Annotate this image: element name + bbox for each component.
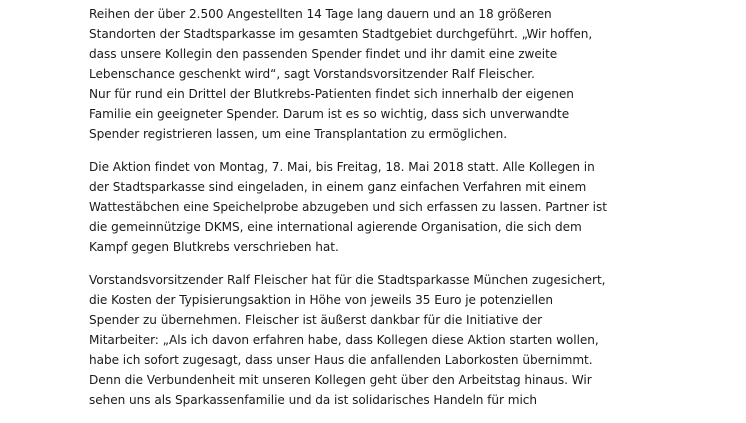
text-line: dass unsere Kollegin den passenden Spender findet und ihr damit eine zweite bbox=[89, 47, 558, 61]
text-line: Familie ein geeigneter Spender. Darum ist es so wichtig, dass sich unverwandte bbox=[89, 107, 570, 121]
text-line: Mitarbeiter: „Als ich davon erfahren habe, dass Kollegen diese Aktion starten wollen, bbox=[89, 333, 599, 347]
text-line: die gemeinnützige DKMS, eine international agierende Organisation, die sich dem bbox=[89, 220, 582, 234]
text-line: Die Aktion findet von Montag, 7. Mai, bis Freitag, 18. Mai 2018 statt. Alle Kollegen in bbox=[89, 160, 595, 174]
text-line: Spender registrieren lassen, um eine Transplantation zu ermöglichen. bbox=[89, 127, 507, 141]
text-line: Nur für rund ein Drittel der Blutkrebs-Patienten findet sich innerhalb der eigenen bbox=[89, 87, 574, 101]
paragraph-kostenuebernahme bbox=[89, 270, 734, 410]
paragraph-spender-suche bbox=[89, 4, 734, 144]
text-line: habe ich sofort zugesagt, dass unser Haus die anfallenden Laborkosten übernimmt. bbox=[89, 353, 593, 367]
text-line: Lebenschance geschenkt wird“, sagt Vorstandsvorsitzender Ralf Fleischer. bbox=[89, 67, 535, 81]
text-line: Wattestäbchen eine Speichelprobe abzugeben und sich erfassen zu lassen. Partner ist bbox=[89, 200, 607, 214]
text-line: Vorstandsvorsitzender Ralf Fleischer hat für die Stadtsparkasse München zugesichert, bbox=[89, 273, 606, 287]
text-line: Spender zu übernehmen. Fleischer ist äußerst dankbar für die Initiative der bbox=[89, 313, 543, 327]
text-line: Kampf gegen Blutkrebs verschrieben hat. bbox=[89, 240, 339, 254]
text-line: Reihen der über 2.500 Angestellten 14 Tage lang dauern und an 18 größeren bbox=[89, 7, 552, 21]
document-body bbox=[89, 4, 734, 423]
text-line: der Stadtsparkasse sind eingeladen, in einem ganz einfachen Verfahren mit einem bbox=[89, 180, 587, 194]
paragraph-aktion-termin bbox=[89, 157, 734, 257]
text-line: die Kosten der Typisierungsaktion in Höhe von jeweils 35 Euro je potenziellen bbox=[89, 293, 554, 307]
text-line: Denn die Verbundenheit mit unseren Kollegen geht über den Arbeitstag hinaus. Wir bbox=[89, 373, 592, 387]
text-line: sehen uns als Sparkassenfamilie und da ist solidarisches Handeln für mich bbox=[89, 393, 537, 407]
text-line: Standorten der Stadtsparkasse im gesamten Stadtgebiet durchgeführt. „Wir hoffen, bbox=[89, 27, 593, 41]
